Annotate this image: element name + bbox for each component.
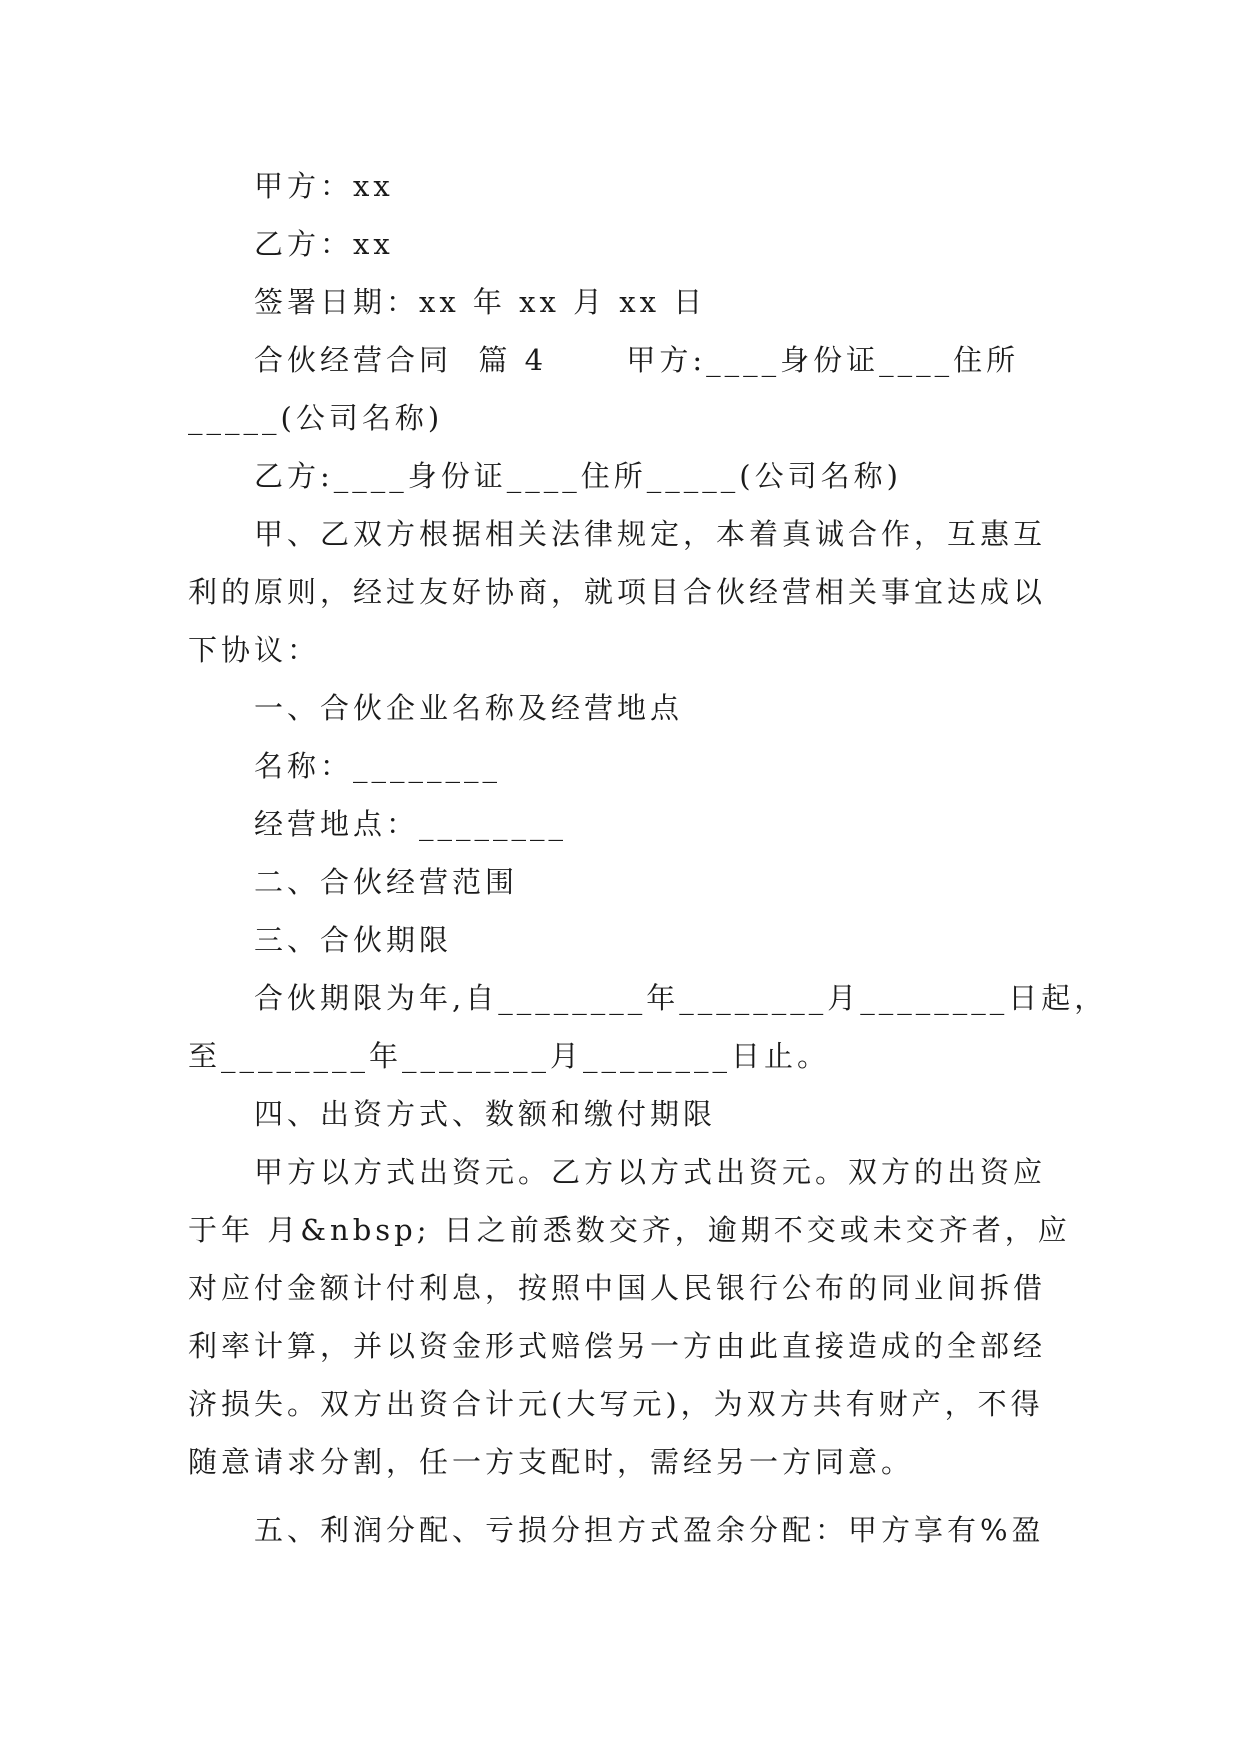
section-5-heading: 五、利润分配、亏损分担方式盈余分配：甲方享有%盈 [254,1513,1045,1547]
section-4-heading: 四、出资方式、数额和缴付期限 [254,1097,717,1131]
section-3-heading: 三、合伙期限 [254,923,453,957]
intro-paragraph-line-1: 甲、乙双方根据相关法律规定，本着真诚合作，互惠互 [254,517,1047,551]
company-name-field: 名称：________ [254,749,502,783]
signing-date-line: 签署日期：xx 年 xx 月 xx 日 [254,285,707,319]
contract-title-party-a-line: 合伙经营合同 篇 4 甲方:____身份证____住所 [254,343,1020,377]
party-a-line: 甲方：xx [254,169,394,203]
contribution-paragraph-line-4: 利率计算，并以资金形式赔偿另一方由此直接造成的全部经 [188,1329,1047,1363]
contribution-paragraph-line-1: 甲方以方式出资元。乙方以方式出资元。双方的出资应 [254,1155,1047,1189]
party-b-info-line: 乙方:____身份证____住所_____(公司名称) [254,459,902,493]
term-paragraph-line-2: 至________年________月________日止。 [188,1039,831,1073]
party-a-company-line: _____(公司名称) [188,401,444,435]
business-location-field: 经营地点：________ [254,807,568,841]
contribution-paragraph-line-2: 于年 月&nbsp; 日之前悉数交齐，逾期不交或未交齐者，应 [188,1213,1071,1247]
intro-paragraph-line-2: 利的原则，经过友好协商，就项目合伙经营相关事宜达成以 [188,575,1047,609]
term-paragraph-line-1: 合伙期限为年,自________年________月________日起， [254,981,1108,1015]
contribution-paragraph-line-5: 济损失。双方出资合计元(大写元)，为双方共有财产，不得 [188,1387,1044,1421]
section-2-heading: 二、合伙经营范围 [254,865,519,899]
contribution-paragraph-line-3: 对应付金额计付利息，按照中国人民银行公布的同业间拆借 [188,1271,1047,1305]
party-b-line: 乙方：xx [254,227,394,261]
contribution-paragraph-line-6: 随意请求分割，任一方支配时，需经另一方同意。 [188,1445,915,1479]
intro-paragraph-line-3: 下协议： [188,633,321,667]
section-1-heading: 一、合伙企业名称及经营地点 [254,691,684,725]
